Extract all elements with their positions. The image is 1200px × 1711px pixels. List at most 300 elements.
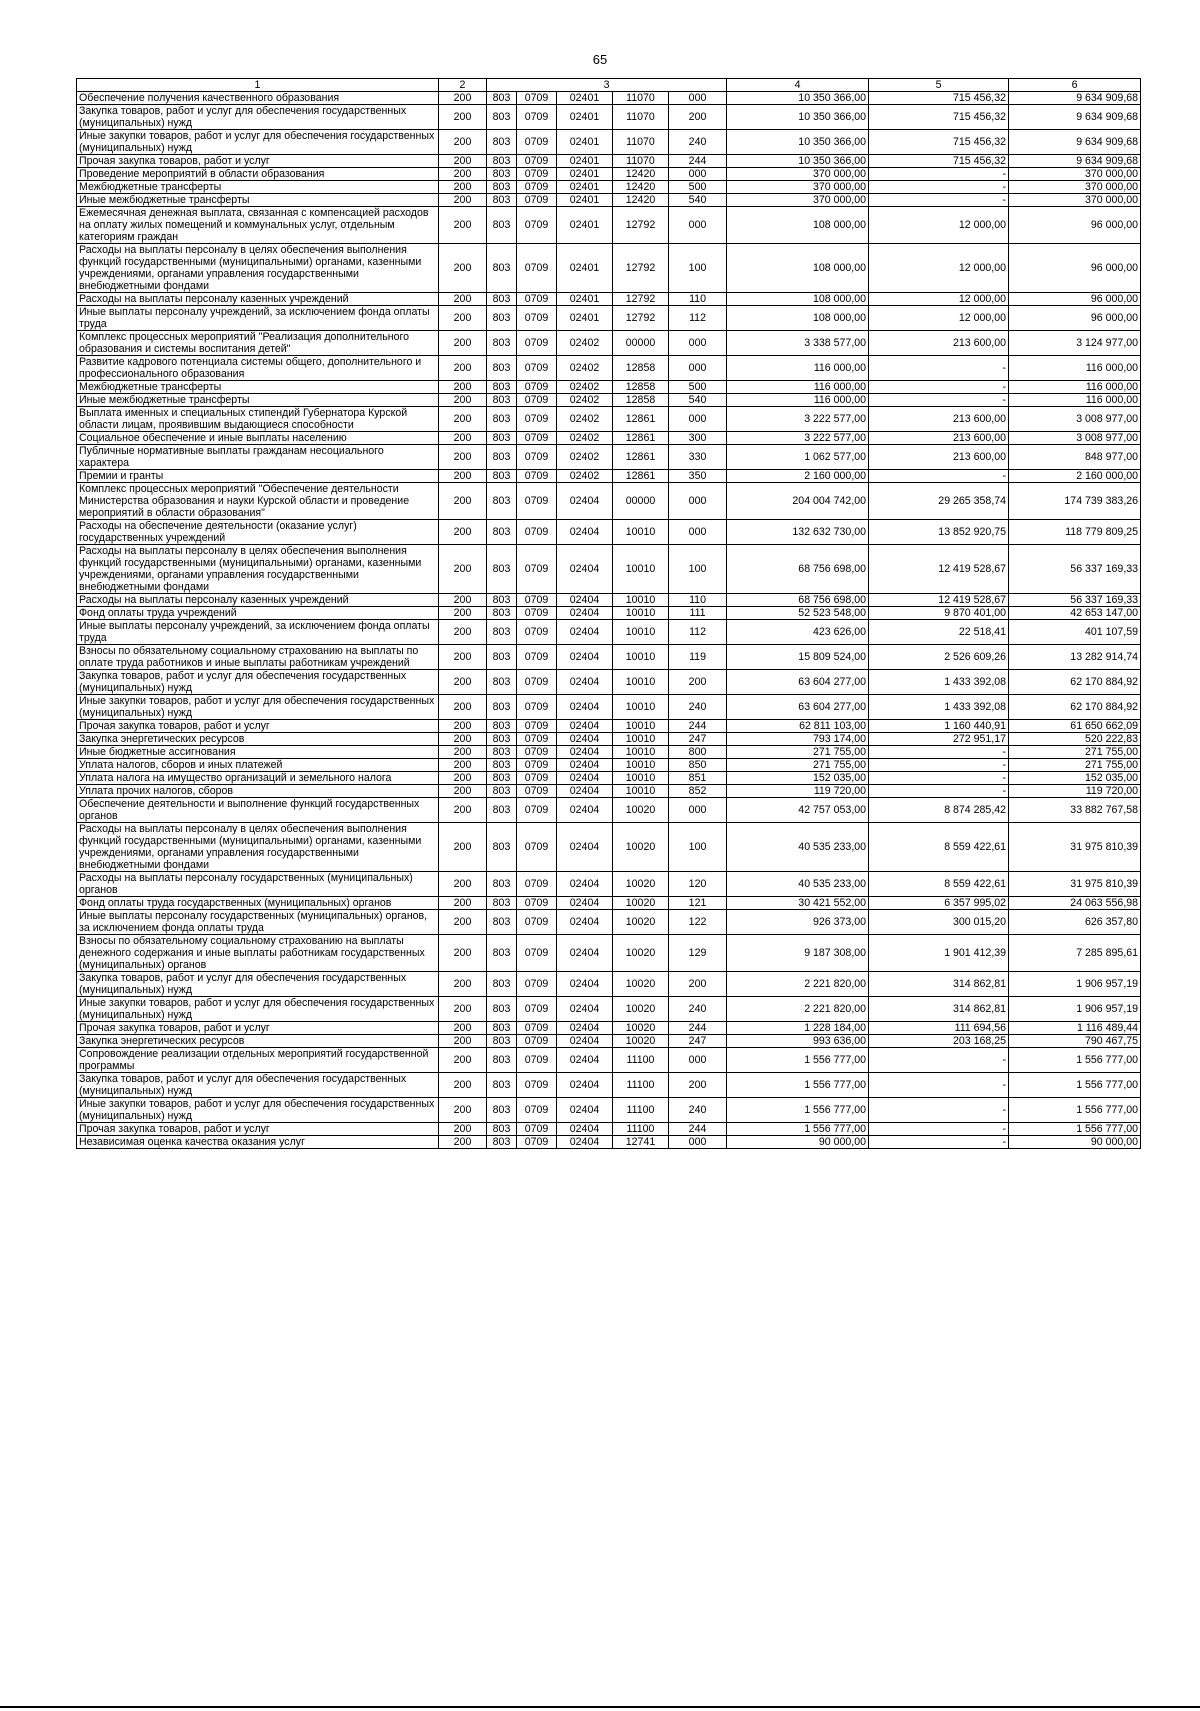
- expense-type-code: 000: [669, 331, 727, 356]
- row-name: Уплата налога на имущество организаций и земельного налога: [77, 772, 439, 785]
- grbs-code: 803: [487, 92, 517, 105]
- direction-code: 10010: [613, 720, 669, 733]
- direction-code: 12861: [613, 470, 669, 483]
- approved-amount: 793 174,00: [727, 733, 869, 746]
- section-code: 200: [439, 972, 487, 997]
- approved-amount: 152 035,00: [727, 772, 869, 785]
- row-name: Расходы на выплаты персоналу государственных (муниципальных) органов: [77, 872, 439, 897]
- approved-amount: 1 556 777,00: [727, 1098, 869, 1123]
- program-code: 02401: [557, 207, 613, 244]
- subsection-code: 0709: [517, 1048, 557, 1073]
- grbs-code: 803: [487, 695, 517, 720]
- program-code: 02404: [557, 1022, 613, 1035]
- subsection-code: 0709: [517, 785, 557, 798]
- expense-type-code: 000: [669, 407, 727, 432]
- program-code: 02402: [557, 356, 613, 381]
- expense-type-code: 000: [669, 520, 727, 545]
- program-code: 02404: [557, 772, 613, 785]
- row-name: Фонд оплаты труда государственных (муниципальных) органов: [77, 897, 439, 910]
- section-code: 200: [439, 1098, 487, 1123]
- unexecuted-amount: 24 063 556,98: [1009, 897, 1141, 910]
- approved-amount: 15 809 524,00: [727, 645, 869, 670]
- expense-type-code: 000: [669, 798, 727, 823]
- subsection-code: 0709: [517, 407, 557, 432]
- expense-type-code: 112: [669, 306, 727, 331]
- row-name: Закупка товаров, работ и услуг для обеспечения государственных (муниципальных) нужд: [77, 1073, 439, 1098]
- direction-code: 11100: [613, 1048, 669, 1073]
- table-row: [77, 798, 1141, 823]
- subsection-code: 0709: [517, 92, 557, 105]
- subsection-code: 0709: [517, 1098, 557, 1123]
- subsection-code: 0709: [517, 394, 557, 407]
- direction-code: 11070: [613, 155, 669, 168]
- subsection-code: 0709: [517, 772, 557, 785]
- grbs-code: 803: [487, 785, 517, 798]
- table-row: [77, 1022, 1141, 1035]
- grbs-code: 803: [487, 997, 517, 1022]
- executed-amount: 314 862,81: [869, 972, 1009, 997]
- approved-amount: 132 632 730,00: [727, 520, 869, 545]
- section-code: 200: [439, 785, 487, 798]
- unexecuted-amount: 1 556 777,00: [1009, 1073, 1141, 1098]
- table-row: [77, 520, 1141, 545]
- executed-amount: 29 265 358,74: [869, 483, 1009, 520]
- grbs-code: 803: [487, 670, 517, 695]
- direction-code: 10020: [613, 972, 669, 997]
- subsection-code: 0709: [517, 181, 557, 194]
- subsection-code: 0709: [517, 207, 557, 244]
- program-code: 02404: [557, 545, 613, 594]
- section-code: 200: [439, 407, 487, 432]
- subsection-code: 0709: [517, 545, 557, 594]
- executed-amount: -: [869, 1048, 1009, 1073]
- subsection-code: 0709: [517, 823, 557, 872]
- direction-code: 10010: [613, 746, 669, 759]
- table-row: [77, 935, 1141, 972]
- unexecuted-amount: 116 000,00: [1009, 394, 1141, 407]
- direction-code: 10020: [613, 823, 669, 872]
- approved-amount: 1 556 777,00: [727, 1073, 869, 1098]
- row-name: Развитие кадрового потенциала системы общего, дополнительного и профессионального образования: [77, 356, 439, 381]
- unexecuted-amount: 370 000,00: [1009, 181, 1141, 194]
- program-code: 02401: [557, 105, 613, 130]
- program-code: 02401: [557, 194, 613, 207]
- direction-code: 10010: [613, 733, 669, 746]
- header-col-5: 5: [869, 79, 1009, 92]
- table-row: [77, 997, 1141, 1022]
- expense-type-code: 100: [669, 244, 727, 293]
- approved-amount: 2 221 820,00: [727, 997, 869, 1022]
- expense-type-code: 240: [669, 1098, 727, 1123]
- grbs-code: 803: [487, 445, 517, 470]
- subsection-code: 0709: [517, 168, 557, 181]
- section-code: 200: [439, 306, 487, 331]
- executed-amount: -: [869, 1073, 1009, 1098]
- executed-amount: 8 874 285,42: [869, 798, 1009, 823]
- executed-amount: -: [869, 1098, 1009, 1123]
- approved-amount: 68 756 698,00: [727, 545, 869, 594]
- executed-amount: 12 000,00: [869, 306, 1009, 331]
- program-code: 02404: [557, 607, 613, 620]
- expense-type-code: 244: [669, 720, 727, 733]
- executed-amount: -: [869, 1136, 1009, 1149]
- section-code: 200: [439, 105, 487, 130]
- section-code: 200: [439, 798, 487, 823]
- table-row: [77, 910, 1141, 935]
- table-row: [77, 607, 1141, 620]
- approved-amount: 1 228 184,00: [727, 1022, 869, 1035]
- row-name: Прочая закупка товаров, работ и услуг: [77, 720, 439, 733]
- unexecuted-amount: 42 653 147,00: [1009, 607, 1141, 620]
- subsection-code: 0709: [517, 1022, 557, 1035]
- expense-type-code: 111: [669, 607, 727, 620]
- table-row: [77, 432, 1141, 445]
- row-name: Расходы на выплаты персоналу в целях обеспечения выполнения функций государственными (муниципальными) органами, казенными учреждениями, органами управления государственными внебюджетными фондами: [77, 244, 439, 293]
- executed-amount: -: [869, 394, 1009, 407]
- grbs-code: 803: [487, 1073, 517, 1098]
- row-name: Сопровождение реализации отдельных мероприятий государственной программы: [77, 1048, 439, 1073]
- expense-type-code: 000: [669, 356, 727, 381]
- subsection-code: 0709: [517, 445, 557, 470]
- direction-code: 11070: [613, 130, 669, 155]
- unexecuted-amount: 9 634 909,68: [1009, 155, 1141, 168]
- approved-amount: 108 000,00: [727, 306, 869, 331]
- subsection-code: 0709: [517, 594, 557, 607]
- executed-amount: 203 168,25: [869, 1035, 1009, 1048]
- row-name: Закупка энергетических ресурсов: [77, 1035, 439, 1048]
- subsection-code: 0709: [517, 1035, 557, 1048]
- expense-type-code: 240: [669, 997, 727, 1022]
- subsection-code: 0709: [517, 432, 557, 445]
- section-code: 200: [439, 935, 487, 972]
- subsection-code: 0709: [517, 872, 557, 897]
- direction-code: 10020: [613, 997, 669, 1022]
- subsection-code: 0709: [517, 997, 557, 1022]
- subsection-code: 0709: [517, 1073, 557, 1098]
- executed-amount: 8 559 422,61: [869, 823, 1009, 872]
- unexecuted-amount: 1 556 777,00: [1009, 1048, 1141, 1073]
- expense-type-code: 852: [669, 785, 727, 798]
- direction-code: 10010: [613, 695, 669, 720]
- grbs-code: 803: [487, 798, 517, 823]
- grbs-code: 803: [487, 470, 517, 483]
- table-row: [77, 785, 1141, 798]
- program-code: 02402: [557, 381, 613, 394]
- row-name: Иные выплаты персоналу учреждений, за исключением фонда оплаты труда: [77, 620, 439, 645]
- program-code: 02404: [557, 1073, 613, 1098]
- expense-type-code: 350: [669, 470, 727, 483]
- approved-amount: 370 000,00: [727, 194, 869, 207]
- expense-type-code: 000: [669, 207, 727, 244]
- executed-amount: 213 600,00: [869, 407, 1009, 432]
- row-name: Прочая закупка товаров, работ и услуг: [77, 155, 439, 168]
- subsection-code: 0709: [517, 1136, 557, 1149]
- subsection-code: 0709: [517, 935, 557, 972]
- unexecuted-amount: 56 337 169,33: [1009, 545, 1141, 594]
- approved-amount: 68 756 698,00: [727, 594, 869, 607]
- section-code: 200: [439, 746, 487, 759]
- table-row: [77, 972, 1141, 997]
- program-code: 02404: [557, 823, 613, 872]
- unexecuted-amount: 96 000,00: [1009, 306, 1141, 331]
- approved-amount: 90 000,00: [727, 1136, 869, 1149]
- unexecuted-amount: 61 650 662,09: [1009, 720, 1141, 733]
- program-code: 02402: [557, 394, 613, 407]
- expense-type-code: 800: [669, 746, 727, 759]
- approved-amount: 370 000,00: [727, 181, 869, 194]
- grbs-code: 803: [487, 1048, 517, 1073]
- expense-type-code: 000: [669, 483, 727, 520]
- expense-type-code: 500: [669, 181, 727, 194]
- direction-code: 10010: [613, 785, 669, 798]
- grbs-code: 803: [487, 1022, 517, 1035]
- program-code: 02401: [557, 130, 613, 155]
- section-code: 200: [439, 483, 487, 520]
- expense-type-code: 129: [669, 935, 727, 972]
- row-name: Иные выплаты персоналу государственных (муниципальных) органов, за исключением фонда оплаты труда: [77, 910, 439, 935]
- executed-amount: -: [869, 194, 1009, 207]
- unexecuted-amount: 13 282 914,74: [1009, 645, 1141, 670]
- subsection-code: 0709: [517, 381, 557, 394]
- expense-type-code: 540: [669, 194, 727, 207]
- grbs-code: 803: [487, 1098, 517, 1123]
- section-code: 200: [439, 130, 487, 155]
- direction-code: 12858: [613, 394, 669, 407]
- program-code: 02401: [557, 244, 613, 293]
- header-col-4: 4: [727, 79, 869, 92]
- table-row: [77, 759, 1141, 772]
- row-name: Межбюджетные трансферты: [77, 181, 439, 194]
- section-code: 200: [439, 331, 487, 356]
- unexecuted-amount: 3 008 977,00: [1009, 407, 1141, 432]
- direction-code: 00000: [613, 331, 669, 356]
- executed-amount: 9 870 401,00: [869, 607, 1009, 620]
- approved-amount: 993 636,00: [727, 1035, 869, 1048]
- table-row: [77, 645, 1141, 670]
- approved-amount: 116 000,00: [727, 356, 869, 381]
- section-code: 200: [439, 470, 487, 483]
- grbs-code: 803: [487, 823, 517, 872]
- subsection-code: 0709: [517, 798, 557, 823]
- expense-type-code: 500: [669, 381, 727, 394]
- approved-amount: 10 350 366,00: [727, 92, 869, 105]
- row-name: Иные бюджетные ассигнования: [77, 746, 439, 759]
- expense-type-code: 200: [669, 972, 727, 997]
- section-code: 200: [439, 381, 487, 394]
- row-name: Иные закупки товаров, работ и услуг для обеспечения государственных (муниципальных) нужд: [77, 997, 439, 1022]
- header-col-6: 6: [1009, 79, 1141, 92]
- subsection-code: 0709: [517, 155, 557, 168]
- row-name: Расходы на обеспечение деятельности (оказание услуг) государственных учреждений: [77, 520, 439, 545]
- direction-code: 10010: [613, 645, 669, 670]
- program-code: 02404: [557, 1123, 613, 1136]
- unexecuted-amount: 9 634 909,68: [1009, 130, 1141, 155]
- table-row: [77, 670, 1141, 695]
- direction-code: 10020: [613, 897, 669, 910]
- expense-type-code: 240: [669, 695, 727, 720]
- table-row: [77, 1048, 1141, 1073]
- header-col-2: 2: [439, 79, 487, 92]
- executed-amount: -: [869, 746, 1009, 759]
- row-name: Иные межбюджетные трансферты: [77, 394, 439, 407]
- table-row: [77, 381, 1141, 394]
- table-row: [77, 1123, 1141, 1136]
- row-name: Закупка товаров, работ и услуг для обеспечения государственных (муниципальных) нужд: [77, 670, 439, 695]
- approved-amount: 116 000,00: [727, 394, 869, 407]
- subsection-code: 0709: [517, 645, 557, 670]
- approved-amount: 63 604 277,00: [727, 695, 869, 720]
- approved-amount: 3 222 577,00: [727, 432, 869, 445]
- executed-amount: 715 456,32: [869, 130, 1009, 155]
- approved-amount: 108 000,00: [727, 293, 869, 306]
- executed-amount: -: [869, 1123, 1009, 1136]
- expense-type-code: 850: [669, 759, 727, 772]
- approved-amount: 10 350 366,00: [727, 155, 869, 168]
- unexecuted-amount: 370 000,00: [1009, 168, 1141, 181]
- subsection-code: 0709: [517, 720, 557, 733]
- table-header-row: [77, 79, 1141, 92]
- direction-code: 10010: [613, 759, 669, 772]
- table-row: [77, 1035, 1141, 1048]
- direction-code: 12858: [613, 381, 669, 394]
- row-name: Обеспечение деятельности и выполнение функций государственных органов: [77, 798, 439, 823]
- executed-amount: 715 456,32: [869, 105, 1009, 130]
- approved-amount: 423 626,00: [727, 620, 869, 645]
- section-code: 200: [439, 520, 487, 545]
- direction-code: 12792: [613, 244, 669, 293]
- row-name: Межбюджетные трансферты: [77, 381, 439, 394]
- row-name: Публичные нормативные выплаты гражданам несоциального характера: [77, 445, 439, 470]
- subsection-code: 0709: [517, 733, 557, 746]
- subsection-code: 0709: [517, 972, 557, 997]
- direction-code: 10020: [613, 1022, 669, 1035]
- row-name: Уплата налогов, сборов и иных платежей: [77, 759, 439, 772]
- direction-code: 11100: [613, 1123, 669, 1136]
- grbs-code: 803: [487, 872, 517, 897]
- section-code: 200: [439, 720, 487, 733]
- row-name: Премии и гранты: [77, 470, 439, 483]
- unexecuted-amount: 33 882 767,58: [1009, 798, 1141, 823]
- unexecuted-amount: 3 124 977,00: [1009, 331, 1141, 356]
- section-code: 200: [439, 1035, 487, 1048]
- section-code: 200: [439, 823, 487, 872]
- unexecuted-amount: 62 170 884,92: [1009, 670, 1141, 695]
- program-code: 02404: [557, 620, 613, 645]
- table-row: [77, 620, 1141, 645]
- program-code: 02404: [557, 594, 613, 607]
- expense-type-code: 300: [669, 432, 727, 445]
- table-row: [77, 356, 1141, 381]
- row-name: Иные закупки товаров, работ и услуг для обеспечения государственных (муниципальных) нужд: [77, 130, 439, 155]
- executed-amount: 1 901 412,39: [869, 935, 1009, 972]
- subsection-code: 0709: [517, 356, 557, 381]
- expense-type-code: 330: [669, 445, 727, 470]
- table-row: [77, 1073, 1141, 1098]
- expense-type-code: 112: [669, 620, 727, 645]
- section-code: 200: [439, 670, 487, 695]
- row-name: Ежемесячная денежная выплата, связанная с компенсацией расходов на оплату жилых помещений и коммунальных услуг, отдельным категориям граждан: [77, 207, 439, 244]
- grbs-code: 803: [487, 356, 517, 381]
- executed-amount: 715 456,32: [869, 155, 1009, 168]
- grbs-code: 803: [487, 306, 517, 331]
- section-code: 200: [439, 244, 487, 293]
- unexecuted-amount: 370 000,00: [1009, 194, 1141, 207]
- subsection-code: 0709: [517, 620, 557, 645]
- unexecuted-amount: 848 977,00: [1009, 445, 1141, 470]
- row-name: Проведение мероприятий в области образования: [77, 168, 439, 181]
- program-code: 02404: [557, 733, 613, 746]
- row-name: Выплата именных и специальных стипендий Губернатора Курской области лицам, проявившим выдающиеся способности: [77, 407, 439, 432]
- executed-amount: 12 000,00: [869, 244, 1009, 293]
- unexecuted-amount: 119 720,00: [1009, 785, 1141, 798]
- direction-code: 10020: [613, 1035, 669, 1048]
- approved-amount: 2 221 820,00: [727, 972, 869, 997]
- program-code: 02404: [557, 997, 613, 1022]
- expense-type-code: 100: [669, 545, 727, 594]
- grbs-code: 803: [487, 394, 517, 407]
- unexecuted-amount: 1 556 777,00: [1009, 1123, 1141, 1136]
- table-row: [77, 445, 1141, 470]
- expense-type-code: 200: [669, 1073, 727, 1098]
- row-name: Расходы на выплаты персоналу в целях обеспечения выполнения функций государственными (муниципальными) органами, казенными учреждениями, органами управления государственными внебюджетными фондами: [77, 545, 439, 594]
- approved-amount: 10 350 366,00: [727, 105, 869, 130]
- executed-amount: 300 015,20: [869, 910, 1009, 935]
- grbs-code: 803: [487, 607, 517, 620]
- table-row: [77, 331, 1141, 356]
- table-row: [77, 1098, 1141, 1123]
- program-code: 02404: [557, 872, 613, 897]
- grbs-code: 803: [487, 130, 517, 155]
- expense-type-code: 240: [669, 130, 727, 155]
- section-code: 200: [439, 181, 487, 194]
- expense-type-code: 110: [669, 293, 727, 306]
- expense-type-code: 100: [669, 823, 727, 872]
- grbs-code: 803: [487, 733, 517, 746]
- table-row: [77, 772, 1141, 785]
- unexecuted-amount: 116 000,00: [1009, 381, 1141, 394]
- unexecuted-amount: 62 170 884,92: [1009, 695, 1141, 720]
- expense-type-code: 110: [669, 594, 727, 607]
- grbs-code: 803: [487, 594, 517, 607]
- program-code: 02402: [557, 470, 613, 483]
- direction-code: 12420: [613, 181, 669, 194]
- program-code: 02404: [557, 720, 613, 733]
- direction-code: 11100: [613, 1073, 669, 1098]
- direction-code: 12861: [613, 445, 669, 470]
- direction-code: 12741: [613, 1136, 669, 1149]
- executed-amount: 8 559 422,61: [869, 872, 1009, 897]
- subsection-code: 0709: [517, 695, 557, 720]
- unexecuted-amount: 626 357,80: [1009, 910, 1141, 935]
- header-col-1: 1: [77, 79, 439, 92]
- executed-amount: -: [869, 759, 1009, 772]
- executed-amount: -: [869, 181, 1009, 194]
- row-name: Уплата прочих налогов, сборов: [77, 785, 439, 798]
- grbs-code: 803: [487, 910, 517, 935]
- unexecuted-amount: 9 634 909,68: [1009, 105, 1141, 130]
- direction-code: 10010: [613, 620, 669, 645]
- expense-type-code: 000: [669, 92, 727, 105]
- section-code: 200: [439, 445, 487, 470]
- approved-amount: 108 000,00: [727, 244, 869, 293]
- section-code: 200: [439, 432, 487, 445]
- section-code: 200: [439, 733, 487, 746]
- expense-type-code: 244: [669, 155, 727, 168]
- approved-amount: 108 000,00: [727, 207, 869, 244]
- approved-amount: 1 556 777,00: [727, 1123, 869, 1136]
- table-row: [77, 545, 1141, 594]
- subsection-code: 0709: [517, 194, 557, 207]
